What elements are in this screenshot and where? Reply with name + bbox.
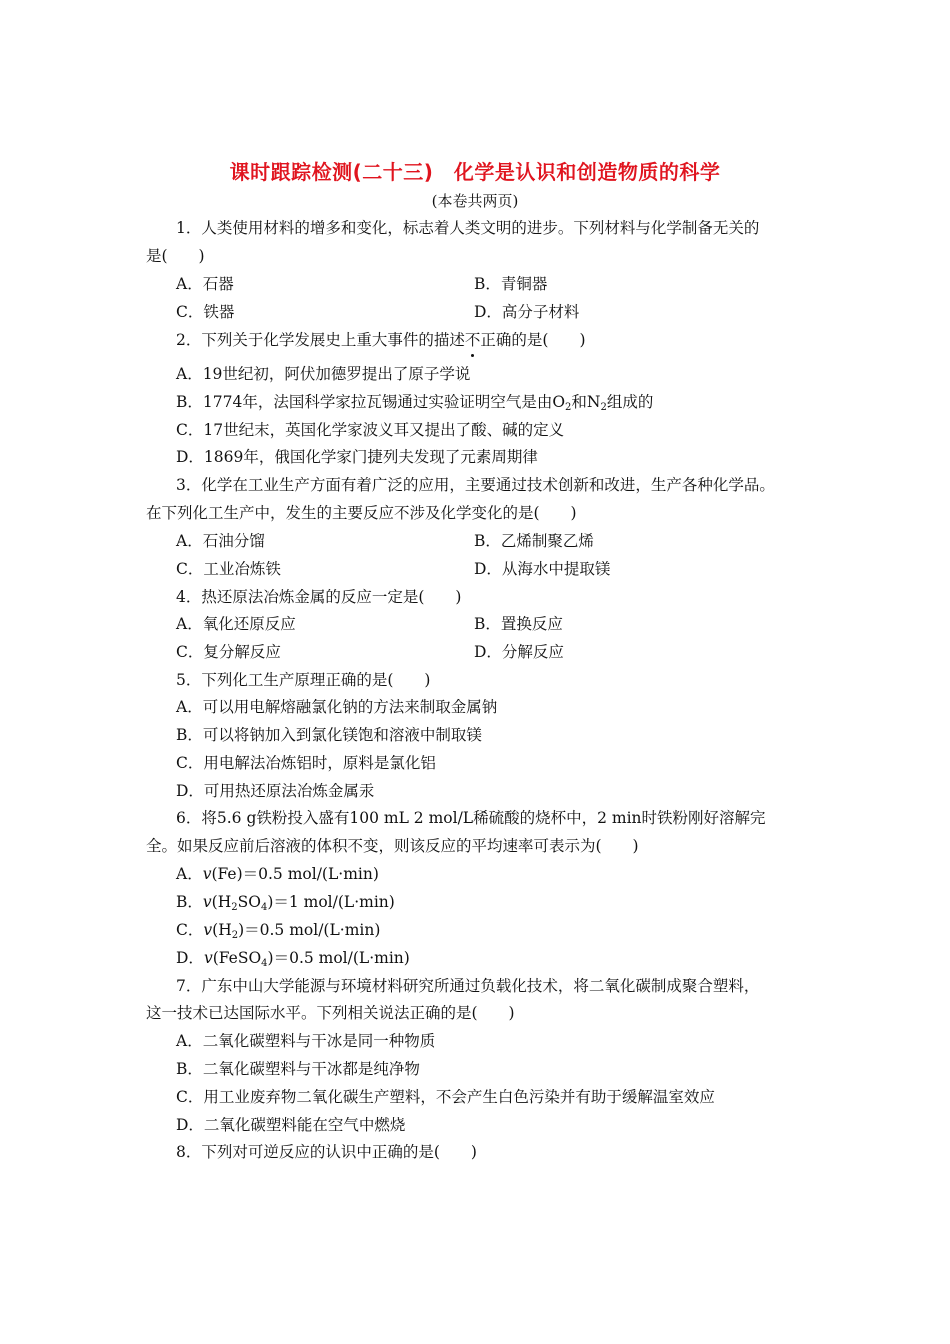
question-7-stem-cont: 这一技术已达国际水平。下列相关说法正确的是( ) [146, 1004, 515, 1022]
option-label: B． [176, 893, 203, 911]
question-1-stem-cont: 是( ) [146, 247, 205, 265]
stem-text: 正确的是( ) [480, 331, 586, 349]
option-text: (H [211, 893, 232, 911]
emphasis-mark: 不 [464, 331, 481, 349]
question-5-option-d: D．可用热还原法冶炼金属汞 [176, 782, 375, 800]
question-3-option-c: C．工业冶炼铁 [176, 560, 281, 578]
rate-symbol: v [203, 921, 213, 939]
stem-text: 2．下列关于化学发展史上重大事件的描述 [176, 331, 465, 349]
option-text: )＝0.5 mol/(L·min) [238, 921, 381, 939]
question-5-option-a: A．可以用电解熔融氯化钠的方法来制取金属钠 [176, 698, 498, 716]
rate-symbol: v [202, 893, 212, 911]
question-2-stem [176, 330, 586, 350]
question-5-option-c: C．用电解法冶炼铝时，原料是氯化铝 [176, 754, 436, 772]
question-6-option-c [176, 920, 380, 940]
option-text: (H [212, 921, 232, 939]
question-2-option-a: A．19世纪初，阿伏加德罗提出了原子学说 [176, 365, 471, 383]
question-4-stem: 4．热还原法冶炼金属的反应一定是( ) [176, 588, 462, 606]
question-2-option-d: D．1869年，俄国化学家门捷列夫发现了元素周期律 [176, 448, 538, 466]
option-label: A． [176, 865, 203, 883]
subscript: 4 [260, 902, 268, 913]
option-text: )＝1 mol/(L·min) [267, 893, 395, 911]
question-3-option-b: B．乙烯制聚乙烯 [474, 532, 594, 550]
question-7-stem: 7．广东中山大学能源与环境材料研究所通过负载化技术，将二氧化碳制成聚合塑料， [176, 977, 760, 995]
question-1-option-c: C．铁器 [176, 303, 235, 321]
subscript: 2 [231, 902, 238, 913]
question-7-option-b: B．二氧化碳塑料与干冰都是纯净物 [176, 1060, 420, 1078]
question-1-option-b: B．青铜器 [474, 275, 548, 293]
question-4-option-c: C．复分解反应 [176, 643, 281, 661]
option-label: C． [176, 921, 204, 939]
option-text: (FeSO [212, 949, 262, 967]
option-text: SO [237, 893, 261, 911]
question-7-option-d: D．二氧化碳塑料能在空气中燃烧 [176, 1116, 406, 1134]
rate-symbol: v [202, 865, 212, 883]
page-title: 课时跟踪检测(二十三) 化学是认识和创造物质的科学 [229, 160, 721, 184]
question-6-option-b [176, 892, 395, 912]
rate-symbol: v [203, 949, 213, 967]
page-subtitle: (本卷共两页) [431, 192, 519, 210]
question-6-option-a [176, 864, 379, 884]
question-2-option-b [176, 392, 653, 412]
question-7-option-a: A．二氧化碳塑料与干冰是同一种物质 [176, 1032, 436, 1050]
option-text: 和N [571, 393, 601, 411]
question-1-stem: 1．人类使用材料的增多和变化，标志着人类文明的进步。下列材料与化学制备无关的 [176, 219, 760, 237]
question-1-option-d: D．高分子材料 [474, 303, 580, 321]
question-3-stem-cont: 在下列化工生产中，发生的主要反应不涉及化学变化的是( ) [146, 504, 577, 522]
question-6-stem-cont: 全。如果反应前后溶液的体积不变，则该反应的平均速率可表示为( ) [146, 837, 639, 855]
subscript: 2 [600, 402, 607, 413]
question-5-stem: 5．下列化工生产原理正确的是( ) [176, 671, 431, 689]
question-8-stem: 8．下列对可逆反应的认识中正确的是( ) [176, 1143, 477, 1161]
option-text: B．1774年，法国科学家拉瓦锡通过实验证明空气是由O [176, 393, 566, 411]
option-text: 组成的 [606, 393, 654, 411]
question-6-stem: 6．将5.6 g铁粉投入盛有100 mL 2 mol/L稀硫酸的烧杯中，2 min时铁粉刚好溶解完 [176, 809, 766, 827]
option-text: (Fe)＝0.5 mol/(L·min) [211, 865, 379, 883]
question-3-stem: 3．化学在工业生产方面有着广泛的应用，主要通过技术创新和改进，生产各种化学品。 [176, 476, 775, 494]
question-5-option-b: B．可以将钠加入到氯化镁饱和溶液中制取镁 [176, 726, 482, 744]
question-7-option-c: C．用工业废弃物二氧化碳生产塑料，不会产生白色污染并有助于缓解温室效应 [176, 1088, 715, 1106]
question-4-option-a: A．氧化还原反应 [176, 615, 296, 633]
subscript: 2 [231, 930, 239, 941]
subscript: 4 [261, 958, 268, 969]
question-3-option-d: D．从海水中提取镁 [474, 560, 611, 578]
subscript: 2 [565, 402, 572, 413]
question-1-option-a: A．石器 [176, 275, 234, 293]
question-6-option-d [176, 948, 410, 968]
option-text: )＝0.5 mol/(L·min) [267, 949, 410, 967]
question-4-option-d: D．分解反应 [474, 643, 564, 661]
question-3-option-a: A．石油分馏 [176, 532, 265, 550]
question-4-option-b: B．置换反应 [474, 615, 563, 633]
option-label: D． [176, 949, 204, 967]
question-2-option-c: C．17世纪末，英国化学家波义耳又提出了酸、碱的定义 [176, 421, 565, 439]
